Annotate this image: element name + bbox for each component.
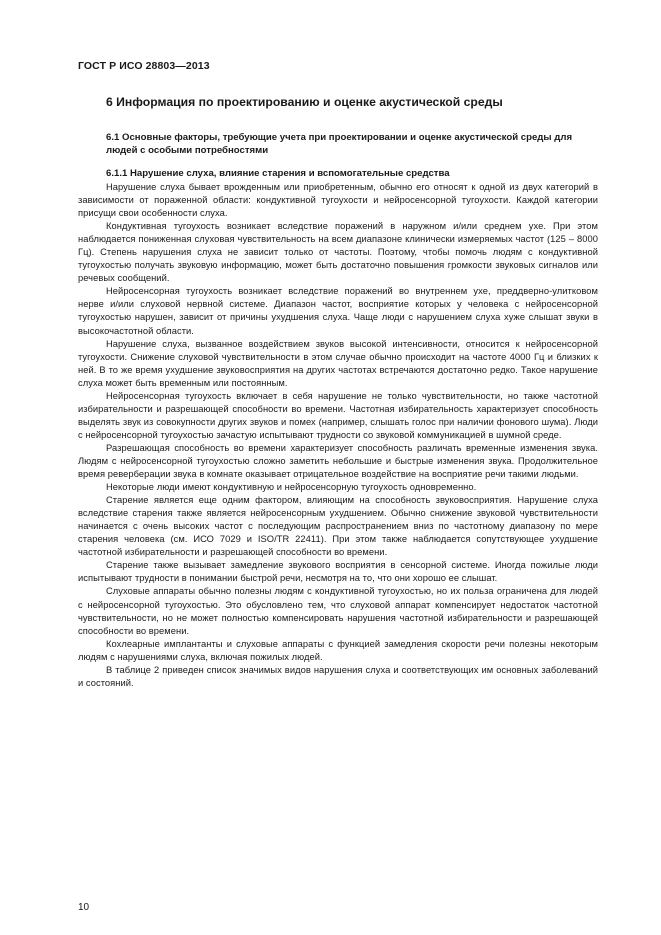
page-number: 10 <box>78 902 90 913</box>
paragraph: Некоторые люди имеют кондуктивную и нейросенсорную тугоухость одновременно. <box>106 482 477 493</box>
body-text <box>78 181 598 690</box>
document-header: ГОСТ Р ИСО 28803—2013 <box>78 60 210 72</box>
subsubsection-heading: 6.1.1 Нарушение слуха, влияние старения и вспомогательные средства <box>106 168 450 179</box>
paragraph: Нарушение слуха бывает врожденным или приобретенным, обычно его относят к одной из двух категорий в зависимости от пораженной области: кондуктивной тугоухости и нейросенсорной тугоухости. Каждой категории присущи свои особенности слуха. <box>78 182 598 219</box>
paragraph: Нейросенсорная тугоухость включает в себя нарушение не только чувствительности, но также частотной избирательности и разрешающей способности во времени. Частотная избирательность характеризует способность выделять звук из совокупности других звуков и помех (например, слышать голос при наличии фонового шума). Люди с нейросенсорной тугоухостью зачастую испытывают трудности со звуковой коммуникацией в шумной среде. <box>78 390 598 440</box>
paragraph: Старение также вызывает замедление звукового восприятия в сенсорной системе. Иногда пожилые люди испытывают трудности в понимании быстрой речи, несмотря на то, что они хорошо ее слышат. <box>78 560 598 584</box>
paragraph: В таблице 2 приведен список значимых видов нарушения слуха и соответствующих им основных заболеваний и состояний. <box>78 664 598 688</box>
paragraph: Разрешающая способность во времени характеризует способность различать временные изменения звука. Людям с нейросенсорной тугоухостью сложно заметить небольшие и быстрые изменения звука. Продолжительное время реверберации звука в комнате оказывает отрицательное воздействие на восприятие речи такими людьми. <box>78 442 598 480</box>
paragraph: Кондуктивная тугоухость возникает вследствие поражений в наружном и/или среднем ухе. При этом наблюдается пониженная слуховая чувствительность на всем диапазоне клинически измеряемых частот (125 – 8000 Гц). Степень нарушения слуха не зависит только от частоты. Поэтому, чтобы помочь людям с кондуктивной тугоухостью получать звуковую информацию, может быть достаточно повышения громкости звуковых сигналов или речевых сообщений. <box>78 221 598 284</box>
document-page <box>78 60 598 690</box>
paragraph: Нейросенсорная тугоухость возникает вследствие поражений во внутреннем ухе, преддверно-улитковом нерве и/или слуховой нервной системе. Диапазон частот, восприятие которых у человека с нейросенсорной тугоухостью нарушен, зависит от причины ухудшения слуха. Чаще люди с нарушением слуха хуже слышат звуки в высокочастотной области. <box>78 286 598 336</box>
subsection-heading: 6.1 Основные факторы, требующие учета при проектировании и оценке акустической среды для людей с особыми потребностями <box>106 132 573 156</box>
paragraph: Слуховые аппараты обычно полезны людям с кондуктивной тугоухостью, но их польза ограничена для людей с нейросенсорной тугоухостью. Это обусловлено тем, что слуховой аппарат компенсирует недостаток частотной чувствительности, но не может полностью компенсировать нарушения частотной избирательности и разрешающей способности во времени. <box>78 586 598 636</box>
paragraph: Кохлеарные имплантанты и слуховые аппараты с функцией замедления скорости речи полезны некоторым людям с нарушениями слуха, включая пожилых людей. <box>78 638 598 662</box>
section-heading: 6 Информация по проектированию и оценке акустической среды <box>106 95 503 109</box>
paragraph: Старение является еще одним фактором, влияющим на способность звуковосприятия. Нарушение слуха вследствие старения также является нейросенсорным ухудшением. Обычно снижение звуковой чувствительности начинается с очень высоких частот с последующим распространением вниз по частотному диапазону по мере старения человека (см. ИСО 7029 и ISO/TR 22411). При этом также наблюдается сопутствующее ухудшение частотной избирательности и разрешающей способности во времени. <box>78 495 598 558</box>
paragraph: Нарушение слуха, вызванное воздействием звуков высокой интенсивности, относится к нейросенсорной тугоухости. Снижение слуховой чувствительности в этом случае обычно происходит на частоте 4000 Гц и близких к ней. В то же время ухудшение звуковосприятия на других частотах встречаются достаточно редко. Такое нарушение слуха может быть временным или постоянным. <box>78 338 598 388</box>
